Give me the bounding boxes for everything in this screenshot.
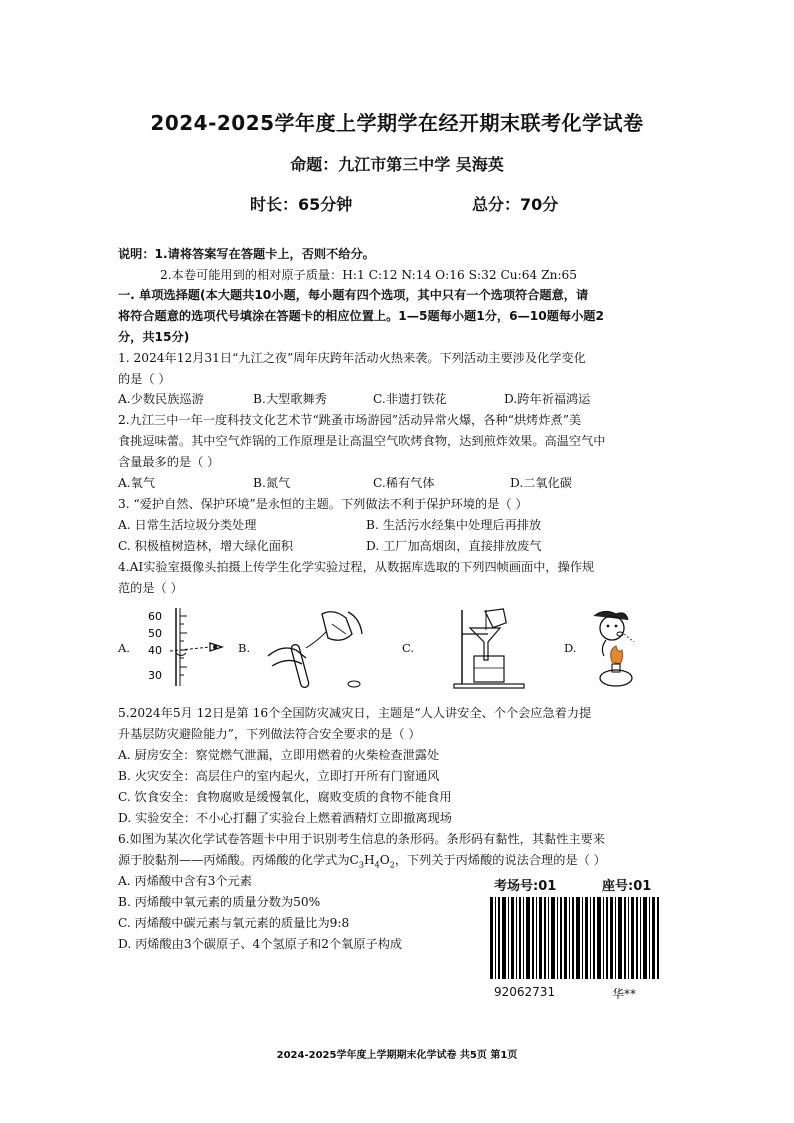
q5-option-b: B. 火灾安全：高层住户的室内起火，立即打开所有门窗通风: [118, 769, 440, 783]
student-name-masked: 华**: [612, 987, 637, 1001]
exam-duration: 时长：65分钟: [250, 195, 353, 214]
alcohol-lamp-figure: [586, 606, 656, 690]
q1-stem-2: 的是（ ）: [118, 372, 171, 386]
barcode-bars: [488, 897, 664, 981]
q6-option-a: A. 丙烯酸中含有3个元素: [118, 874, 252, 888]
student-barcode: [488, 875, 670, 1005]
q2-option-a: A.氧气: [118, 476, 156, 490]
q4-stem-1: 4.AI实验室摄像头拍摄上传学生化学实验过程，从数据库选取的下列四帧画面中，操作规: [118, 560, 595, 574]
q3-option-b: B. 生活污水经集中处理后再排放: [366, 518, 542, 532]
q4-fig-label-b: B.: [238, 641, 251, 655]
q1-stem-1: 1. 2024年12月31日“九江之夜”周年庆跨年活动火热来袭。下列活动主要涉及化学变化: [118, 351, 586, 365]
q3-option-d: D. 工厂加高烟囱，直接排放废气: [366, 539, 542, 553]
q4-fig-label-c: C.: [402, 641, 415, 655]
q3-stem-1: 3. “爱护自然、保护环境”是永恒的主题。下列做法不利于保护环境的是（ ）: [118, 497, 528, 511]
q2-stem-2: 食挑逗味蕾。其中空气炸锅的工作原理是让高温空气吹烤食物，达到煎炸效果。高温空气中: [118, 434, 606, 448]
scale-tick-30: 30: [148, 669, 162, 682]
section1-line-1: 一. 单项选择题(本大题共10小题，每小题有四个选项，其中只有一个选项符合题意，请: [118, 288, 589, 302]
q1-option-d: D.跨年祈福鸿运: [504, 392, 591, 406]
q2-option-c: C.稀有气体: [373, 476, 435, 490]
q5-option-d: D. 实验安全：不小心打翻了实验台上燃着酒精灯立即撤离现场: [118, 811, 452, 825]
exam-room-number: 考场号:01: [494, 879, 557, 894]
q6-option-d: D. 丙烯酸由3个碳原子、4个氢原子和2个氧原子构成: [118, 937, 403, 951]
q2-option-d: D.二氧化碳: [510, 476, 572, 490]
q6-option-b: B. 丙烯酸中氧元素的质量分数为50%: [118, 895, 321, 909]
exam-author: 命题：九江市第三中学 吴海英: [290, 155, 504, 174]
notes-line-2: 2.本卷可能用到的相对原子质量：H:1 C:12 N:14 O:16 S:32 Cu:64 Zn:65: [160, 268, 578, 282]
q4-fig-label-d: D.: [564, 641, 577, 655]
q4-stem-2: 范的是（ ）: [118, 581, 183, 595]
pouring-liquid-figure: [262, 604, 382, 690]
seat-number: 座号:01: [602, 879, 652, 894]
q4-fig-label-a: A.: [118, 641, 130, 655]
q2-stem-3: 含量最多的是（ ）: [118, 455, 220, 469]
q5-stem-1: 5.2024年5月 12日是第 16个全国防灾减灾日，主题是“人人讲安全、个个会应急着力提: [118, 706, 592, 720]
q5-option-c: C. 饮食安全：食物腐败是缓慢氧化，腐败变质的食物不能食用: [118, 790, 452, 804]
q6-option-c: C. 丙烯酸中碳元素与氧元素的质量比为9:8: [118, 916, 350, 930]
scale-tick-40: 40: [148, 644, 162, 657]
section1-line-2: 将符合题意的选项代号填涂在答题卡的相应位置上。1—5题每小题1分，6—10题每小题2: [118, 309, 604, 323]
notes-line-1: 说明：1.请将答案写在答题卡上，否则不给分。: [118, 247, 375, 261]
q2-stem-1: 2.九江三中一年一度科技文化艺术节“跳蚤市场游园”活动异常火爆，各种“烘烤炸煮”美: [118, 413, 582, 427]
scale-tick-60: 60: [148, 610, 162, 623]
q1-option-b: B.大型歌舞秀: [253, 392, 327, 406]
section1-line-3: 分，共15分): [118, 330, 190, 344]
page-footer: 2024-2025学年度上学期期末化学试卷 共5页 第1页: [276, 1050, 518, 1061]
q1-option-a: A.少数民族巡游: [118, 392, 204, 406]
q5-option-a: A. 厨房安全：察觉燃气泄漏，立即用燃着的火柴检查泄露处: [118, 748, 440, 762]
q5-stem-2: 升基层防灾避险能力”，下列做法符合安全要求的是（ ）: [118, 727, 421, 741]
q3-option-c: C. 积极植树造林，增大绿化面积: [118, 539, 294, 553]
q1-option-c: C.非遗打铁花: [373, 392, 447, 406]
q6-stem-1: 6.如图为某次化学试卷答题卡中用于识别考生信息的条形码。条形码有黏性，其黏性主要来: [118, 832, 605, 846]
exam-total: 总分：70分: [472, 195, 559, 214]
scale-tick-50: 50: [148, 627, 162, 640]
q3-option-a: A. 日常生活垃圾分类处理: [118, 518, 257, 532]
filtration-setup-figure: [440, 604, 540, 690]
barcode-number: 92062731: [494, 985, 556, 999]
cylinder-reading-figure: [140, 606, 230, 688]
exam-title: 2024-2025学年度上学期学在经开期末联考化学试卷: [150, 111, 644, 135]
q6-stem-2: 源于胶黏剂——丙烯酸。丙烯酸的化学式为$C_3H_4O_2$，下列关于丙烯酸的说法合理的是（ ）: [118, 853, 606, 870]
q2-option-b: B.氮气: [253, 476, 291, 490]
